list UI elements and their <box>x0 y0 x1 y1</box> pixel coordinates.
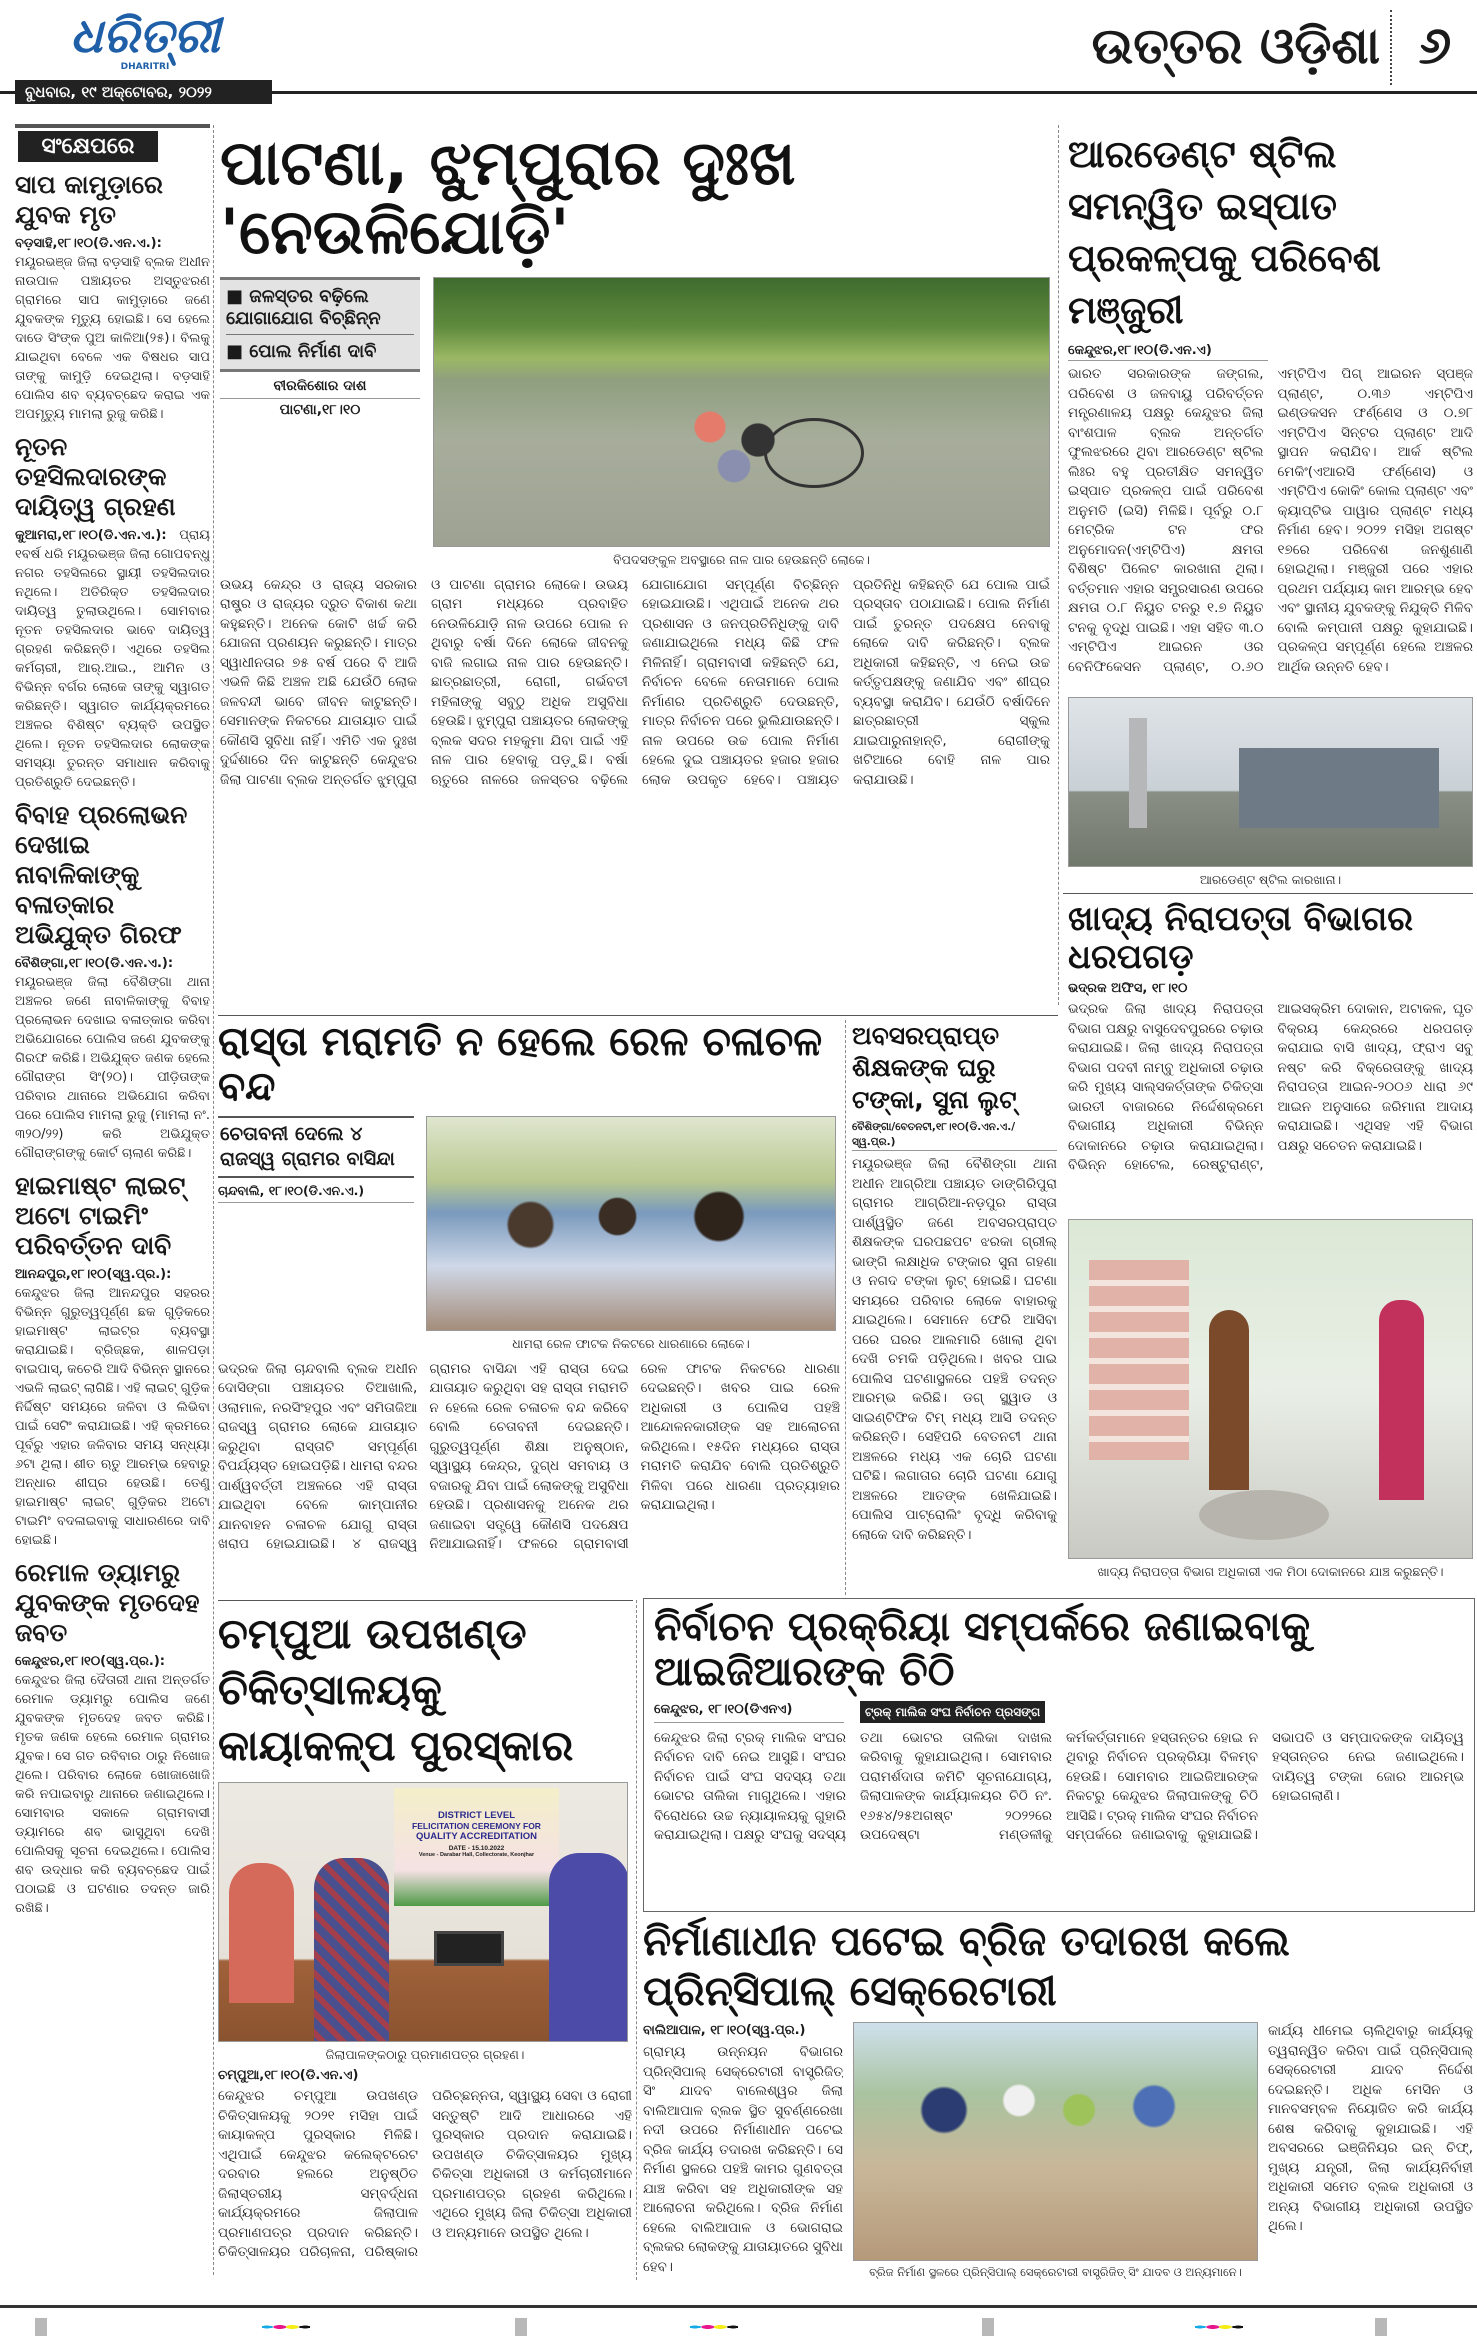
award-ceremony-photo <box>218 1782 628 2042</box>
divider <box>15 124 210 128</box>
page-number: ୬ <box>1418 16 1452 76</box>
lead-dateline: ପାଟଣା,୧୮।୧୦ <box>279 401 361 418</box>
lead-headline: ପାଟଣା, ଝୁମ୍ପୁରାର ଦୁଃଖ 'ନେଉଳିଯୋଡ଼ି' <box>220 126 796 269</box>
lead-photo-river-crossing <box>433 277 1050 547</box>
logo-english: DHARITRI <box>120 62 170 72</box>
column-rule <box>636 1600 637 2280</box>
lead-caption: ବିପଦସଙ୍କୁଳ ଅବସ୍ଥାରେ ନାଳ ପାର ହେଉଛନ୍ତି ଲୋକେ। <box>613 551 870 567</box>
building-shape <box>1239 748 1439 828</box>
brief-body: ମୟୂରଭଞ୍ଜ ଜିଲା ବଡ଼ସାହି ବ୍ଲକ ଅଧୀନ ନାଉପାଳ ପଞ୍ଚାୟତର ଅସ୍ତୁଝରଣ ଗ୍ରାମରେ ସାପ କାମୁଡ଼ାରେ ଜଣେ ଯୁବକଙ୍କ ମୃତ୍ୟୁ ହୋଇଛି। ସେ ହେଲେ ଦାଡେ ସିଂଙ୍କ ପୁଅ କାଳିଆ(୨୫)। ବିଲକୁ ଯାଇଥିବା ବେଳେ ଏକ ବିଷଧର ସାପ ତାଙ୍କୁ କାମୁଡ଼ି ଦେଇଥିଲା। ବଡ଼ସାହି ପୋଲିସ ଶବ ବ୍ୟବଚ୍ଛେଦ କରାଇ ଏକ ଅପମୃତ୍ୟୁ ମାମଲା ରୁଜୁ କରିଛି। <box>15 255 210 422</box>
rail-dateline: ଚାନ୍ଦବାଲି, ୧୮।୧୦(ଡି.ଏନ.ଏ.) <box>218 1178 414 1203</box>
person-shape <box>314 1858 389 2042</box>
banner-line: DATE - 15.10.2022 <box>448 1845 505 1852</box>
igr-meta-row <box>654 1701 1464 1723</box>
lead-bullet-box <box>220 277 420 372</box>
divider <box>218 1600 633 1601</box>
column-rule <box>1058 125 1059 1005</box>
lead-bullet: ■ ପୋଲ ନିର୍ମାଣ ଦାବି <box>226 340 377 362</box>
brief-title: ନୂତନ ତହସିଲଦାରଙ୍କ ଦାୟିତ୍ୱ ଗ୍ରହଣ <box>15 432 176 521</box>
bottom-rule <box>0 2305 1477 2308</box>
bridge-headline: ନିର୍ମାଣାଧୀନ ପଟେଇ ବ୍ରିଜ ତଦାରଖ କଲେ ପ୍ରିନ୍ସିପାଲ୍ ସେକ୍ରେଟାରୀ <box>643 1917 1290 2015</box>
brief-item <box>15 432 210 792</box>
people-shape <box>914 2053 1214 2243</box>
divider <box>1390 10 1392 85</box>
steel-body: ଭାରତ ସରକାରଙ୍କ ଜଙ୍ଗଲ, ପରିବେଶ ଓ ଜଳବାୟୁ ପରିବର୍ତ୍ତନ ମନ୍ତ୍ରଣାଳୟ ପକ୍ଷରୁ କେନ୍ଦୁଝର ଜିଲା ବାଂଶପାଳ ବ୍ଲକ ଅନ୍ତର୍ଗତ ଫୁଲଝରରେ ଥିବା ଆରଡେଣ୍ଟ ଷ୍ଟିଲ ଲିଃର ବହୁ ପ୍ରତୀକ୍ଷିତ ସମନ୍ୱିତ ଇସ୍ପାତ ପ୍ରକଳ୍ପ ପାଇଁ ପରିବେଶ ଅନୁମତି (ଇସି) ମିଳିଛି। ପୂର୍ବରୁ ୦.୮ ମେଟ୍ରିକ ଟନ ଫର ଅନୁମୋଦନ(ଏମ୍‌ଟିପିଏ) କ୍ଷମତା ବିଶିଷ୍ଟ ପିଲେଟ କାରଖାନା ଥିଲା। ବର୍ତ୍ତମାନ ଏହାର ସମ୍ପ୍ରସାରଣ ଉପରେ କ୍ଷମତା ୦.୮ ନିୟୁତ ଟନରୁ ୧.୭ ନିୟୁତ ଟନକୁ ବୃଦ୍ଧି ପାଇଛି। ଏହା ସହିତ ୩.୦ ଏମ୍‌ଟିପିଏ ଆଇରନ ଓର ବେନିଫିକେସନ ପ୍ଲାଣ୍ଟ, ୦.୬୦ ଏମ୍‌ଟିପିଏ ପିଗ୍ ଆଇରନ ସ୍ପଞ୍ଜ ପ୍ଲାଣ୍ଟ, ୦.୩୬ ଏମ୍‌ଟିପିଏ ଇଣ୍ଡକସନ ଫର୍ଣ୍ଣେସ ଓ ୦.୭୮ ଏମ୍‌ଟିପିଏ ସିନ୍ଟର ପ୍ଲାଣ୍ଟ ଆଦି ସ୍ଥାପନ କରାଯିବ। ଆର୍କ ଷ୍ଟିଲ ମେକିଂ(ଏଆରସି ଫର୍ଣ୍ଣେସ) ଓ ଏମ୍‌ଟିପିଏ କୋକିଂ କୋଲ ପ୍ଲାଣ୍ଟ ଏବଂ କ୍ୟାପ୍ଟିଭ ପାୱାର ପ୍ଲାଣ୍ଟ ମଧ୍ୟ ନିର୍ମାଣ ହେବ। ୨୦୨୨ ମସିହା ଅଗଷ୍ଟ ୧୭ରେ ପରିବେଶ ଜନଶୁଣାଣି ହୋଇଥିଲା। ମଞ୍ଜୁରୀ ପରେ ଏହାର ପ୍ରଥମ ପର୍ଯ୍ୟାୟ କାମ ଆରମ୍ଭ ହେବ ଏବଂ ସ୍ଥାନୀୟ ଯୁବକଙ୍କୁ ନିଯୁକ୍ତି ମିଳିବ ବୋଲି କମ୍ପାନୀ ପକ୍ଷରୁ କୁହାଯାଇଛି। ପ୍ରକଳ୍ପ ସମ୍ପୂର୍ଣ୍ଣ ହେଲେ ଅଞ୍ଚଳର ଆର୍ଥିକ ଉନ୍ନତି ହେବ। <box>1068 366 1473 675</box>
vessel-shape <box>1199 1490 1329 1540</box>
banner-line: QUALITY ACCREDITATION <box>415 1831 538 1842</box>
steel-plant-photo <box>1068 697 1473 867</box>
brief-title: ସାପ କାମୁଡ଼ାରେ ଯୁବକ ମୃତ <box>15 170 163 229</box>
lead-top-row <box>220 277 1050 568</box>
ceremony-banner <box>394 1788 559 1906</box>
steel-caption: ଆରଡେଣ୍ଟ ଷ୍ଟିଲ କାରଖାନା। <box>1199 872 1342 887</box>
rail-body: ଭଦ୍ରକ ଜିଲା ଚାନ୍ଦବାଲି ବ୍ଲକ ଅଧୀନ ଦୋସିଙ୍ଗା ପଞ୍ଚାୟତର ତିଆଖାଲି, ଓଲାମାଳ, ନରସିଂହପୁର ଏବଂ ସମିତାଜିଆ ରାଜସ୍ୱ ଗ୍ରାମର ଲୋକେ ଯାତାୟାତ କରୁଥିବା ରାସ୍ତାଟି ସମ୍ପୂର୍ଣ୍ଣ ବିପର୍ଯ୍ୟସ୍ତ ହୋଇପଡ଼ିଛି। ଧାମରା ବନ୍ଦର ପାର୍ଶ୍ୱବର୍ତ୍ତୀ ଅଞ୍ଚଳରେ ଏହି ରାସ୍ତା ଯାଇଥିବା ବେଳେ କାମ୍ପାନୀର ଯାନବାହନ ଚଳାଚଳ ଯୋଗୁ ରାସ୍ତା ଖରାପ ହୋଇଯାଇଛି। ୪ ରାଜସ୍ୱ ଗ୍ରାମର ବାସିନ୍ଦା ଏହି ରାସ୍ତା ଦେଇ ଯାତାୟାତ କରୁଥିବା ସହ ରାସ୍ତା ମରାମତି ନ ହେଲେ ରେଳ ଚଳାଚଳ ବନ୍ଦ କରିବେ ବୋଲି ଚେତାବନୀ ଦେଇଛନ୍ତି। ଗୁରୁତ୍ୱପୂର୍ଣ୍ଣ ଶିକ୍ଷା ଅନୁଷ୍ଠାନ, ସ୍ୱାସ୍ଥ୍ୟ କେନ୍ଦ୍ର, ଦୁଗ୍ଧ ସମବାୟ ଓ ବଜାରକୁ ଯିବା ପାଇଁ ଲୋକଙ୍କୁ ଅସୁବିଧା ହେଉଛି। ପ୍ରଶାସନକୁ ଅନେକ ଥର ଜଣାଇବା ସତ୍ତ୍ୱେ କୌଣସି ପଦକ୍ଷେପ ନିଆଯାଇନାହିଁ। ଫଳରେ ଗ୍ରାମବାସୀ ରେଳ ଫାଟକ ନିକଟରେ ଧାରଣା ଦେଇଛନ୍ତି। ଖବର ପାଇ ରେଳ ଅଧିକାରୀ ଓ ପୋଲିସ ପହଞ୍ଚି ଆନ୍ଦୋଳନକାରୀଙ୍କ ସହ ଆଲୋଚନା କରିଥିଲେ। ୧୫ଦିନ ମଧ୍ୟରେ ରାସ୍ତା ମରାମତି କରାଯିବ ବୋଲି ପ୍ରତିଶ୍ରୁତି ମିଳିବା ପରେ ଧାରଣା ପ୍ରତ୍ୟାହାର କରାଯାଇଥିଲା। <box>218 1360 840 1553</box>
person-shape <box>549 1853 628 2042</box>
chimney-shape <box>1129 718 1147 828</box>
people-shape <box>487 1167 777 1331</box>
igr-box <box>643 1598 1475 1912</box>
rail-caption: ଧାମରା ରେଳ ଫାଟକ ନିକଟରେ ଧାରଣାରେ ଲୋକେ। <box>512 1335 750 1351</box>
person-shape <box>1379 1300 1424 1500</box>
masthead-logo <box>30 10 260 80</box>
bridge-caption: ବ୍ରିଜ ନିର୍ମାଣ ସ୍ଥଳରେ ପ୍ରିନ୍ସିପାଲ୍ ସେକ୍ରେଟାରୀ ବାସ୍ତ୍ରିଜିତ୍ ସିଂ ଯାଦବ ଓ ଅନ୍ୟମାନେ। <box>869 2265 1242 2279</box>
champua-caption: ଜିଲାପାଳଙ୍କଠାରୁ ପ୍ରମାଣପତ୍ର ଗ୍ରହଣ। <box>325 2047 525 2062</box>
lead-story <box>220 128 1050 1008</box>
food-story <box>1068 900 1473 1580</box>
igr-headline: ନିର୍ବାଚନ ପ୍ରକ୍ରିୟା ସମ୍ପର୍କରେ ଜଣାଇବାକୁ ଆଇଜିଆରଙ୍କ ଚିଠି <box>654 1604 1311 1695</box>
logo-text: ଧରିତ୍ରୀ <box>70 8 220 64</box>
food-dateline: ଭଦ୍ରକ ଅଫିସ, ୧୮।୧୦ <box>1068 981 1188 997</box>
brief-body: କେନ୍ଦୁଝର ଜିଲା ଦୈତାରୀ ଥାନା ଅନ୍ତର୍ଗତ ରେମାଳ ଡ୍ୟାମରୁ ପୋଲିସ ଜଣେ ଯୁବକଙ୍କ ମୃତଦେହ ଜବତ କରିଛି। ମୃତକ ଜଣକ ହେଲେ ରେମାଳ ଗ୍ରାମର ଯୁବକ। ସେ ଗତ ରବିବାର ଠାରୁ ନିଖୋଜ ଥିଲେ। ପରିବାର ଲୋକେ ଖୋଜାଖୋଜି କରି ନପାଇବାରୁ ଥାନାରେ ଜଣାଇଥିଲେ। ସୋମବାର ସକାଳେ ଗ୍ରାମବାସୀ ଡ୍ୟାମରେ ଶବ ଭାସୁଥିବା ଦେଖି ପୋଲିସକୁ ସୂଚନା ଦେଇଥିଲେ। ପୋଲିସ ଶବ ଉଦ୍ଧାର କରି ବ୍ୟବଚ୍ଛେଦ ପାଇଁ ପଠାଇଛି ଓ ଘଟଣାର ତଦନ୍ତ ଜାରି ରଖିଛି। <box>15 1673 210 1916</box>
igr-tag: ଟ୍ରକ୍ ମାଲିକ ସଂଘ ନିର୍ବାଚନ ପ୍ରସଙ୍ଗ <box>860 1701 1045 1723</box>
brief-item <box>15 800 210 1163</box>
steel-dateline: କେନ୍ଦୁଝର,୧୮।୧୦(ଡି.ଏନ.ଏ) <box>1068 342 1268 361</box>
rail-subhead: ଚେତାବନୀ ଦେଲେ ୪ ରାଜସ୍ୱ ଗ୍ରାମର ବାସିନ୍ଦା <box>218 1116 414 1178</box>
bridge-story <box>643 1916 1473 2280</box>
brief-dateline: ବଡ଼ସାହି,୧୮।୧୦(ଡି.ଏନ.ଏ.): <box>15 236 162 251</box>
champua-dateline: ଚମ୍ପୁଆ,୧୮।୧୦(ଡି.ଏନ.ଏ) <box>218 2068 359 2083</box>
brief-dateline: ବୈଶିଙ୍ଗା,୧୮।୧୦(ଡି.ଏନ.ଏ.): <box>15 956 174 971</box>
section-title: ଉତ୍ତର ଓଡ଼ିଶା <box>1091 17 1380 75</box>
brief-title: ରେମାଳ ଡ୍ୟାମରୁ ଯୁବକଙ୍କ ମୃତଦେହ ଜବତ <box>15 1558 200 1647</box>
bridge-site-photo <box>853 2022 1258 2261</box>
lead-bullet: ■ ଜଳସ୍ତର ବଢ଼ିଲେ ଯୋଗାଯୋଗ ବିଚ୍ଛିନ୍ନ <box>226 286 414 335</box>
champua-body: କେନ୍ଦୁଝର ଚମ୍ପୁଆ ଉପଖଣ୍ଡ ଚିକିତ୍ସାଳୟକୁ ୨୦୨୧ ମସିହା ପାଇଁ କାୟାକଳ୍ପ ପୁରସ୍କାର ମିଳିଛି। ଏଥିପାଇଁ କେନ୍ଦୁଝର କଲେକ୍ଟରେଟ ଦରବାର ହଲରେ ଅନୁଷ୍ଠିତ ଜିଲାସ୍ତରୀୟ ସମ୍ବର୍ଦ୍ଧନା କାର୍ଯ୍ୟକ୍ରମରେ ଜିଲାପାଳ ପ୍ରମାଣପତ୍ର ପ୍ରଦାନ କରିଛନ୍ତି। ଚିକିତ୍ସାଳୟର ପରିଚାଳନା, ପରିଷ୍କାର ପରିଚ୍ଛନ୍ନତା, ସ୍ୱାସ୍ଥ୍ୟ ସେବା ଓ ରୋଗୀ ସନ୍ତୁଷ୍ଟି ଆଦି ଆଧାରରେ ଏହି ପୁରସ୍କାର ପ୍ରଦାନ କରାଯାଇଛି। ଉପଖଣ୍ଡ ଚିକିତ୍ସାଳୟର ମୁଖ୍ୟ ଚିକିତ୍ସା ଅଧିକାରୀ ଓ କର୍ମଚାରୀମାନେ ପ୍ରମାଣପତ୍ର ଗ୍ରହଣ କରିଥିଲେ। ଏଥିରେ ମୁଖ୍ୟ ଜିଲା ଚିକିତ୍ସା ଅଧିକାରୀ ଓ ଅନ୍ୟମାନେ ଉପସ୍ଥିତ ଥିଲେ। <box>218 2088 632 2260</box>
person-shape <box>229 1863 294 2003</box>
banner-line: DISTRICT LEVEL <box>437 1810 516 1821</box>
food-body: ଭଦ୍ରକ ଜିଲା ଖାଦ୍ୟ ନିରାପତ୍ତା ବିଭାଗ ପକ୍ଷରୁ ବାସୁଦେବପୁରରେ ଚଢ଼ାଉ କରାଯାଇଛି। ଜିଲା ଖାଦ୍ୟ ନିରାପତ୍ତା ବିଭାଗ ପଦବୀ ନାମ୍ବୁ ଅଧିକାରୀ ଚଢ଼ାଉ କରି ମୁଖ୍ୟ ସାଲ୍‌ସକର୍ତ୍ତାଙ୍କ ଚିକିତ୍ସା ଭାରତୀ ବାଜାରରେ ନିର୍ଦ୍ଦେଶକ୍ରମେ ବିଭାଗୀୟ ଅଧିକାରୀ ବିଭିନ୍ନ ଦୋକାନରେ ଚଢ଼ାଉ କରାଯାଇଥିଲା। ବିଭିନ୍ନ ହୋଟେଲ, ରେଷ୍ଟୁରାଣ୍ଟ, ଆଇସକ୍ରିମ ଦୋକାନ, ଅଟାକଳ, ଘୃତ ବିକ୍ରୟ କେନ୍ଦ୍ରରେ ଧରପଗଡ଼ କରାଯାଇ ବାସି ଖାଦ୍ୟ, ଫ୍ରାଏ ସବୁ ନଷ୍ଟ କରି ବିକ୍ରେତାଙ୍କୁ ଖାଦ୍ୟ ନିରାପତ୍ତା ଆଇନ-୨୦୦୬ ଧାରା ୬୯ ଆଇନ ଅନୁସାରେ ଜରିମାନା ଆଦାୟ କରାଯାଇଛି। ଏଥିସହ ଏହି ବିଭାଗ ପକ୍ଷରୁ ସଚେତନ କରାଯାଇଛି। <box>1068 1001 1473 1174</box>
brief-dateline: କେନ୍ଦୁଝର,୧୮।୧୦(ସ୍ୱ.ପ୍ର.): <box>15 1654 165 1669</box>
banner-line: Venue - Darabar Hall, Collectorate, Keonjhar <box>418 1852 535 1858</box>
rail-side <box>218 1116 414 1352</box>
bridge-body-left: ଗ୍ରାମ୍ୟ ଉନ୍ନୟନ ବିଭାଗର ପ୍ରିନ୍ସିପାଲ୍ ସେକ୍ରେଟାରୀ ବାସ୍ତ୍ରିଜିତ୍ ସିଂ ଯାଦବ ବାଲେଶ୍ୱର ଜିଲା ବାଲିଆପାଳ ବ୍ଲକ ସ୍ଥିତ ସୁବର୍ଣ୍ଣରେଖା ନଦୀ ଉପରେ ନିର୍ମାଣାଧୀନ ପଟେଇ ବ୍ରିଜ କାର୍ଯ୍ୟ ତଦାରଖ କରିଛନ୍ତି। ସେ ନିର୍ମାଣ ସ୍ଥଳରେ ପହଞ୍ଚି କାମର ଗୁଣବତ୍ତା ଯାଞ୍ଚ କରିବା ସହ ଅଧିକାରୀଙ୍କ ସହ ଆଲୋଚନା କରିଥିଲେ। ବ୍ରିଜ ନିର୍ମାଣ ହେଲେ ବାଲିଆପାଳ ଓ ଭୋଗରାଇ ବ୍ଲକର ଲୋକଙ୍କୁ ଯାତାୟାତରେ ସୁବିଧା ହେବ। <box>643 2044 843 2275</box>
teacher-body: ମୟୂରଭଞ୍ଜ ଜିଲା ବୈଶିଙ୍ଗା ଥାନା ଅଧୀନ ଆଗ୍ରିଆ ପଞ୍ଚାୟତ ଡାଙ୍ଗିରିପୁରା ଗ୍ରାମର ଆଗ୍ରିଆ-ନଡ଼ପୁର ରାସ୍ତା ପାର୍ଶ୍ୱସ୍ଥିତ ଜଣେ ଅବସରପ୍ରାପ୍ତ ଶିକ୍ଷକଙ୍କ ଘରପଛପଟ ଝରକା ଗ୍ରୀଲ୍ ଭାଙ୍ଗି ଲକ୍ଷାଧିକ ଟଙ୍କାର ସୁନା ଗହଣା ଓ ନଗଦ ଟଙ୍କା ଲୁଟ୍ ହୋଇଛି। ଘଟଣା ସମୟରେ ପରିବାର ଲୋକେ ବାହାରକୁ ଯାଇଥିଲେ। ସେମାନେ ଫେରି ଆସିବା ପରେ ଘରର ଆଲମାରି ଖୋଲା ଥିବା ଦେଖି ଚମକି ପଡ଼ିଥିଲେ। ଖବର ପାଇ ପୋଲିସ ଘଟଣାସ୍ଥଳରେ ପହଞ୍ଚି ତଦନ୍ତ ଆରମ୍ଭ କରିଛି। ଡଗ୍ ସ୍କ୍ୱାଡ ଓ ସାଇଣ୍ଟିଫିକ ଟିମ୍ ମଧ୍ୟ ଆସି ତଦନ୍ତ କରିଛନ୍ତି। ସେହିପରି ବେତନଟୀ ଥାନା ଅଞ୍ଚଳରେ ମଧ୍ୟ ଏକ ଚୋରି ଘଟଣା ଘଟିଛି। ଲଗାତାର ଚୋରି ଘଟଣା ଯୋଗୁ ଅଞ୍ଚଳରେ ଆତଙ୍କ ଖେଳିଯାଇଛି। ପୋଲିସ ପାଟ୍ରୋଲିଂ ବୃଦ୍ଧି କରିବାକୁ ଲୋକେ ଦାବି କରିଛନ୍ତି। <box>852 1156 1057 1543</box>
brief-item <box>15 1558 210 1918</box>
lead-byline: ବୀରକିଶୋର ଦାଶ <box>220 378 420 399</box>
bullet-text: ଜଳସ୍ତର ବଢ଼ିଲେ ଯୋଗାଯୋଗ ବିଚ୍ଛିନ୍ନ <box>226 285 381 329</box>
bridge-row <box>643 2022 1473 2280</box>
steel-headline: ଆରଡେଣ୍ଟ ଷ୍ଟିଲ ସମନ୍ୱିତ ଇସ୍ପାତ ପ୍ରକଳ୍ପକୁ ପରିବେଶ ମଞ୍ଜୁରୀ <box>1068 132 1381 332</box>
brief-body: ମୟୂରଭଞ୍ଜ ଜିଲା ବୈଶିଙ୍ଗା ଥାନା ଅଞ୍ଚଳର ଜଣେ ନାବାଳିକାଙ୍କୁ ବିବାହ ପ୍ରଲୋଭନ ଦେଖାଇ ବଳାତ୍କାର କରିବା ଅଭିଯୋଗରେ ପୋଲିସ ଜଣେ ଯୁବକଙ୍କୁ ଗିରଫ କରିଛି। ଅଭିଯୁକ୍ତ ଜଣକ ହେଲେ ଗୌରାଙ୍ଗ ସିଂ(୨୦)। ପୀଡ଼ିତାଙ୍କ ପରିବାର ଥାନାରେ ଅଭିଯୋଗ କରିବା ପରେ ପୋଲିସ ମାମଲା ରୁଜୁ (ମାମଲା ନଂ. ୩୨୦/୨୨) କରି ଅଭିଯୁକ୍ତ ଗୌରାଙ୍ଗଙ୍କୁ କୋର୍ଟ ଚାଲାଣ କରିଛି। <box>15 975 210 1161</box>
rail-story <box>218 1020 840 1595</box>
column-rule <box>845 1020 846 1595</box>
bridge-photo-column <box>853 2022 1258 2280</box>
banner-line: FELICITATION CEREMONY FOR <box>412 1821 541 1831</box>
print-registration-marks <box>0 2318 1477 2336</box>
brief-body: କେନ୍ଦୁଝର ଜିଲା ଆନନ୍ଦପୁର ସହରର ବିଭିନ୍ନ ଗୁରୁତ୍ୱପୂର୍ଣ୍ଣ ଛକ ଗୁଡ଼ିକରେ ହାଇମାଷ୍ଟ ଲାଇଟ୍‌ର ବ୍ୟବସ୍ଥା କରାଯାଇଛି। ବ୍ରିଜ୍‌ଛକ, ଶାଳପଡ଼ା ବାଇପାସ୍, କଚେରି ଆଦି ବିଭିନ୍ନ ସ୍ଥାନରେ ଏଭଳି ଲାଇଟ୍ ଲାଗିଛି। ଏହି ଲାଇଟ୍ ଗୁଡ଼ିକ ନିର୍ଦ୍ଦିଷ୍ଟ ସମୟରେ ଜଳିବା ଓ ଲିଭିବା ପାଇଁ ସେଟିଂ କରାଯାଇଛି। ଏହି କ୍ରମରେ ପୂର୍ବରୁ ଏହାର ଜଳିବାର ସମୟ ସନ୍ଧ୍ୟା ୬ଟା ଥିଲା। ଶୀତ ଋତୁ ଆରମ୍ଭ ହେବାରୁ ଅନ୍ଧାର ଶୀଘ୍ର ହେଉଛି। ତେଣୁ ହାଇମାଷ୍ଟ ଲାଇଟ୍ ଗୁଡ଼ିକର ଅଟୋ ଟାଇମିଂ ବଦଳାଇବାକୁ ସାଧାରଣରେ ଦାବି ହୋଇଛି। <box>15 1286 210 1548</box>
brief-title: ହାଇମାଷ୍ଟ ଲାଇଟ୍ ଅଟୋ ଟାଇମିଂ ପରିବର୍ତ୍ତନ ଦାବି <box>15 1171 186 1260</box>
brief-dateline: କୁଆମରା,୧୮।୧୦(ଡି.ଏନ.ଏ.): <box>15 528 167 543</box>
steel-story <box>1068 128 1473 888</box>
teacher-headline: ଅବସରପ୍ରାପ୍ତ ଶିକ୍ଷକଙ୍କ ଘରୁ ଟଙ୍କା, ସୁନା ଲୁଟ୍ <box>852 1021 1017 1114</box>
briefs-column <box>15 124 210 2279</box>
brief-body: ପ୍ରାୟ ୧ବର୍ଷ ଧରି ମୟୂରଭଞ୍ଜ ଜିଲା ଗୋପବନ୍ଧୁ ନଗର ତହସିଲରେ ସ୍ଥାୟୀ ତହସିଲଦାର ନଥିଲେ। ଅତିରିକ୍ତ ତହସିଲଦାର ଦାୟିତ୍ୱ ତୁଲାଉଥିଲେ। ସୋମବାର ନୂତନ ତହସିଲଦାର ଭାବେ ଦାୟିତ୍ୱ ଗ୍ରହଣ କରିଛନ୍ତି। ଏଥିରେ ତହସିଲ କର୍ମଚାରୀ, ଆର୍.ଆଇ., ଆମିନ ଓ ବିଭିନ୍ନ ବର୍ଗର ଲୋକେ ତାଙ୍କୁ ସ୍ୱାଗତ କରିଛନ୍ତି। ସ୍ୱାଗତ କାର୍ଯ୍ୟକ୍ରମରେ ଅଞ୍ଚଳର ବିଶିଷ୍ଟ ବ୍ୟକ୍ତି ଉପସ୍ଥିତ ଥିଲେ। ନୂତନ ତହସିଲଦାର ଲୋକଙ୍କ ସମସ୍ୟା ତୁରନ୍ତ ସମାଧାନ କରିବାକୁ ପ୍ରତିଶ୍ରୁତି ଦେଇଛନ୍ତି। <box>15 528 210 790</box>
divider <box>218 1015 1058 1016</box>
column-rule <box>213 125 214 2275</box>
rail-top-row <box>218 1116 840 1352</box>
lead-body: ଉଭୟ କେନ୍ଦ୍ର ଓ ରାଜ୍ୟ ସରକାର ରାଷ୍ଟ୍ର ଓ ରାଜ୍ୟର ଦ୍ରୁତ ବିକାଶ କଥା କହୁଛନ୍ତି। ଅନେକ କୋଟି ଖର୍ଚ୍ଚ କରି ଯୋଜନା ପ୍ରଣୟନ କରୁଛନ୍ତି। ମାତ୍ର ସ୍ୱାଧୀନତାର ୭୫ ବର୍ଷ ପରେ ବି ଆଜି ଏଭଳି କିଛି ଅଞ୍ଚଳ ଅଛି ଯେଉଁଠି ଲୋକ ଜଳବନ୍ଦୀ ଭାବେ ଜୀବନ କାଟୁଛନ୍ତି। ସେମାନଙ୍କ ନିକଟରେ ଯାତାୟାତ ପାଇଁ କୌଣସି ସୁବିଧା ନାହିଁ। ଏମିତି ଏକ ଦୁଃଖ ଦୁର୍ଦ୍ଦଶାରେ ଦିନ କାଟୁଛନ୍ତି କେନ୍ଦୁଝର ଜିଲା ପାଟଣା ବ୍ଲକ ଅନ୍ତର୍ଗତ ଝୁମ୍ପୁରା ଓ ପାଟଣା ଗ୍ରାମର ଲୋକେ। ଉଭୟ ଗ୍ରାମ ମଧ୍ୟରେ ପ୍ରବାହିତ ନେଉଳିଯୋଡ଼ି ନାଳ ଉପରେ ପୋଲ ନ ଥିବାରୁ ବର୍ଷା ଦିନେ ଲୋକେ ଜୀବନକୁ ବାଜି ଲଗାଇ ନାଳ ପାର ହେଉଛନ୍ତି। ଛାତ୍ରଛାତ୍ରୀ, ରୋଗୀ, ଗର୍ଭବତୀ ମହିଳାଙ୍କୁ ସବୁଠୁ ଅଧିକ ଅସୁବିଧା ହେଉଛି। ଝୁମ୍ପୁରା ପଞ୍ଚାୟତର ଲୋକଙ୍କୁ ବ୍ଲକ ସଦର ମହକୁମା ଯିବା ପାଇଁ ଏହି ନାଳ ପାର ହେବାକୁ ପଡ଼ୁଛି। ବର୍ଷା ଋତୁରେ ନାଳରେ ଜଳସ୍ତର ବଢ଼ିଲେ ଯୋଗାଯୋଗ ସମ୍ପୂର୍ଣ୍ଣ ବିଚ୍ଛିନ୍ନ ହୋଇଯାଉଛି। ଏଥିପାଇଁ ଅନେକ ଥର ପ୍ରଶାସନ ଓ ଜନପ୍ରତିନିଧିଙ୍କୁ ଦାବି ଜଣାଯାଇଥିଲେ ମଧ୍ୟ କିଛି ଫଳ ମିଳିନାହିଁ। ଗ୍ରାମବାସୀ କହିଛନ୍ତି ଯେ, ନିର୍ବାଚନ ବେଳେ ନେତାମାନେ ପୋଲ ନିର୍ମାଣର ପ୍ରତିଶ୍ରୁତି ଦେଉଛନ୍ତି, ମାତ୍ର ନିର୍ବାଚନ ପରେ ଭୁଲିଯାଉଛନ୍ତି। ନାଳ ଉପରେ ଉଚ୍ଚ ପୋଲ ନିର୍ମାଣ ହେଲେ ଦୁଇ ପଞ୍ଚାୟତର ହଜାର ହଜାର ଲୋକ ଉପକୃତ ହେବେ। ପଞ୍ଚାୟତ ପ୍ରତିନିଧି କହିଛନ୍ତି ଯେ ପୋଲ ପାଇଁ ପ୍ରସ୍ତାବ ପଠାଯାଇଛି। ପୋଲ ନିର୍ମାଣ ପାଇଁ ତୁରନ୍ତ ପଦକ୍ଷେପ ନେବାକୁ ଲୋକେ ଦାବି କରିଛନ୍ତି। ବ୍ଲକ ଅଧିକାରୀ କହିଛନ୍ତି, ଏ ନେଇ ଉଚ୍ଚ କର୍ତ୍ତୃପକ୍ଷଙ୍କୁ ଜଣାଯିବ ଏବଂ ଶୀଘ୍ର ବ୍ୟବସ୍ଥା କରାଯିବ। ଯେଉଁଠି ବର୍ଷାଦିନେ ଛାତ୍ରଛାତ୍ରୀ ସ୍କୁଲ ଯାଇପାରୁନାହାନ୍ତି, ରୋଗୀଙ୍କୁ ଖଟିଆରେ ବୋହି ନାଳ ପାର କରାଯାଉଛି। <box>220 576 1050 788</box>
champua-story <box>218 1606 632 2280</box>
rail-headline: ରାସ୍ତା ମରାମତି ନ ହେଲେ ରେଳ ଚଳାଚଳ ବନ୍ଦ <box>218 1019 823 1110</box>
teacher-story <box>852 1020 1057 1595</box>
bridge-left-column <box>643 2022 843 2280</box>
sacks-shape <box>1089 1260 1189 1460</box>
lead-side <box>220 277 420 568</box>
bridge-body-right: କାର୍ଯ୍ୟ ଧୀମେଇ ଚାଲିଥିବାରୁ କାର୍ଯ୍ୟକୁ ତ୍ୱରାନ୍ୱିତ କରିବା ପାଇଁ ପ୍ରିନ୍ସିପାଲ୍ ସେକ୍ରେଟାରୀ ଯାଦବ ନିର୍ଦ୍ଦେଶ ଦେଇଛନ୍ତି। ଅଧିକ ମେସିନ ଓ ମାନବସମ୍ବଳ ନିୟୋଜିତ କରି କାର୍ଯ୍ୟ ଶେଷ କରିବାକୁ କୁହାଯାଇଛି। ଏହି ଅବସରରେ ଇଞ୍ଜିନିୟର ଇନ୍ ଚିଫ୍, ମୁଖ୍ୟ ଯନ୍ତ୍ରୀ, ଜିଲା କାର୍ଯ୍ୟନିର୍ବାହୀ ଅଧିକାରୀ ସମେତ ବ୍ଲକ ଅଧିକାରୀ ଓ ଅନ୍ୟ ବିଭାଗୀୟ ଅଧିକାରୀ ଉପସ୍ଥିତ ଥିଲେ। <box>1268 2023 1473 2234</box>
food-inspection-photo <box>1068 1219 1473 1559</box>
bullet-text: ପୋଲ ନିର୍ମାଣ ଦାବି <box>249 340 377 362</box>
date-bar: ବୁଧବାର, ୧୯ ଅକ୍ଟୋବର, ୨୦୨୨ <box>15 80 272 104</box>
champua-headline: ଚମ୍ପୁଆ ଉପଖଣ୍ଡ ଚିକିତ୍ସାଳୟକୁ କାୟାକଳ୍ପ ପୁରସ୍କାର <box>218 1609 574 1770</box>
teacher-dateline: ବୈଶିଙ୍ଗା/ବେତନଟୀ,୧୮।୧୦(ଡି.ଏନ.ଏ./ସ୍ୱ.ପ୍ର.) <box>852 1120 1057 1151</box>
bicycle-shape <box>764 418 864 488</box>
igr-dateline: କେନ୍ଦୁଝର, ୧୮।୧୦(ଡିଏନଏ) <box>654 1701 844 1723</box>
certificate-shape <box>434 1931 504 1966</box>
person-shape <box>1209 1310 1249 1490</box>
rail-photo-column <box>426 1116 836 1352</box>
brief-item <box>15 1171 210 1550</box>
brief-title: ବିବାହ ପ୍ରଲୋଭନ ଦେଖାଇ ନାବାଳିକାଙ୍କୁ ବଳାତ୍କାର ଅଭିଯୁକ୍ତ ଗିରଫ <box>15 800 188 949</box>
bridge-dateline: ବାଲିଆପାଳ, ୧୮।୧୦(ସ୍ୱ.ପ୍ର.) <box>643 2023 806 2038</box>
brief-dateline: ଆନନ୍ଦପୁର,୧୮।୧୦(ସ୍ୱ.ପ୍ର.): <box>15 1267 172 1282</box>
briefs-label: ସଂକ୍ଷେପରେ <box>18 131 158 162</box>
food-headline: ଖାଦ୍ୟ ନିରାପତ୍ତା ବିଭାଗର ଧରପଗଡ଼ <box>1068 899 1414 978</box>
rail-protest-photo <box>426 1116 836 1331</box>
food-caption: ଖାଦ୍ୟ ନିରାପତ୍ତା ବିଭାଗ ଅଧିକାରୀ ଏକ ମିଠା ଦୋକାନରେ ଯାଞ୍ଚ କରୁଛନ୍ତି। <box>1097 1564 1444 1579</box>
divider <box>1063 893 1473 894</box>
lead-photo-column <box>433 277 1050 568</box>
brief-item <box>15 170 210 424</box>
igr-body: କେନ୍ଦୁଝର ଜିଲା ଟ୍ରକ୍ ମାଲିକ ସଂଘର ନିର୍ବାଚନ ଦାବି ନେଇ ଆସୁଛି। ସଂଘର ନିର୍ବାଚନ ପାଇଁ ସଂଘ ସଦସ୍ୟ ତଥା ଭୋଟର ତାଲିକା ମାଗୁଥିଲେ। ଏହାର ବିରୋଧରେ ଉଚ୍ଚ ନ୍ୟାୟାଳୟକୁ ଗୁହାରି କରାଯାଇଥିଲା। ପକ୍ଷରୁ ସଂଘକୁ ସଦସ୍ୟ ତଥା ଭୋଟର ତାଲିକା ଦାଖଲ କରିବାକୁ କୁହାଯାଇଥିଲା। ସୋମବାର ପରାମର୍ଶଦାତା କମିଟି ସୂଚନାଯୋଗ୍ୟ, ଜିଲାପାଳଙ୍କ କାର୍ଯ୍ୟାଳୟର ଚିଠି ନଂ. ୧୬୫୪/୨୫ଅଗଷ୍ଟ ୨୦୨୨ରେ ଉପଦେଷ୍ଟା ମଣ୍ଡଳୀକୁ କର୍ମକର୍ତ୍ତାମାନେ ହସ୍ତାନ୍ତର ହୋଇ ନ ଥିବାରୁ ନିର୍ବାଚନ ପ୍ରକ୍ରିୟା ବିଳମ୍ବ ହେଉଛି। ସୋମବାର ଆଇଜିଆରଙ୍କ ନିକଟରୁ କେନ୍ଦୁଝର ଜିଲାପାଳଙ୍କୁ ଚିଠି ଆସିଛି। ଟ୍ରକ୍ ମାଲିକ ସଂଘର ନିର୍ବାଚନ ସମ୍ପର୍କରେ ଜଣାଇବାକୁ କୁହାଯାଇଛି। ସଭାପତି ଓ ସମ୍ପାଦକଙ୍କ ଦାୟିତ୍ୱ ହସ୍ତାନ୍ତର ନେଇ ଜଣାଇଥିଲେ। ଦାୟିତ୍ୱ ଟଙ୍କା ଜୋର ଆରମ୍ଭ ହୋଇଗଲାଣି। <box>654 1729 1464 1844</box>
